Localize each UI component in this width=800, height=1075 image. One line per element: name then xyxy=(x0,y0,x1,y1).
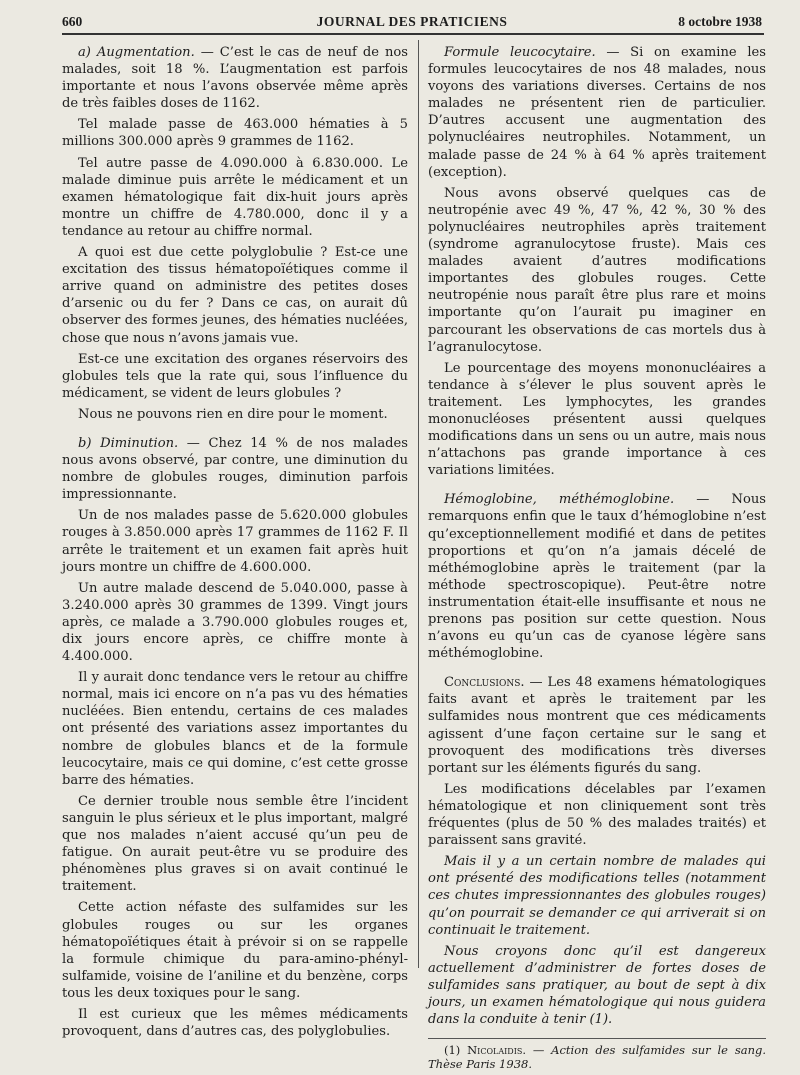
paragraph: Nous ne pouvons rien en dire pour le moment. xyxy=(78,406,388,422)
paragraph: Ce dernier trouble nous semble être l’incident sanguin le plus sérieux et le plus important, malgré que nos malades n’aient accusé qu’un peu de fatigue. On aurait peut-être vu se produire des phénomènes plus graves si on avait continué le traitement. xyxy=(62,793,408,895)
right-column xyxy=(428,44,766,1075)
paragraph xyxy=(62,44,408,112)
section-label: b) Diminution. xyxy=(78,435,179,451)
column-divider xyxy=(418,40,419,968)
paragraph: Nous avons observé quelques cas de neutropénie avec 49 %, 47 %, 42 %, 30 % des polynucléaires neutrophiles après traitement (syndrome agranulocytose fruste). Mais ces malades avaient d’autres modifications importantes des globules rouges. Cette neutropénie nous paraît être plus rare et moins importante qu’on l’aurait pu imaginer en parcourant les observations de cas mortels dus à l’agranulocytose. xyxy=(428,185,766,355)
paragraph-text: — Nous remarquons enfin que le taux d’hémoglobine n’est qu’exceptionnellement modifié et dans de petites proportions et qu’on n’a jamais décelé de méthémoglobine après le traitement (par la méthode spectroscopique). Peut-être notre instrumentation était-elle insuffisante et nous ne prenons pas position sur cette question. Nous n’avons eu qu’un cas de cyanose légère sans méthémoglobine. xyxy=(428,492,766,662)
page-number: 660 xyxy=(62,14,83,29)
paragraph: Est-ce une excitation des organes réservoirs des globules tels que la rate qui, sous l’influence du médicament, se vident de leurs globules ? xyxy=(62,351,408,401)
paragraph-text: — C’est le cas de neuf de nos malades, soit 18 %. L’augmentation est parfois importante et nous l’avons observée même après de très faibles doses de 1162. xyxy=(62,45,408,112)
journal-title: JOURNAL DES PRATICIENS xyxy=(316,14,508,29)
paragraph: Cette action néfaste des sulfamides sur les globules rouges ou sur les organes hématopoïétiques était à prévoir si on se rappelle la formule chimique du para-amino-phényl-sulfamide, voisine de l’aniline et du benzène, corps tous les deux toxiques pour le sang. xyxy=(62,900,408,1001)
paragraph: Tel autre passe de 4.090.000 à 6.830.000. Le malade diminue puis arrête le médicament et un examen hématologique fait dix-huit jours après montre un chiffre de 4.780.000, donc il y a tendance au retour au chiffre normal. xyxy=(62,155,408,239)
section-label: Conclusions. xyxy=(444,675,525,691)
paragraph: Il est curieux que les mêmes médicaments provoquent, dans d’autres cas, des polyglobulies. xyxy=(62,1006,408,1040)
footnote-rule xyxy=(428,1038,766,1039)
paragraph: Un autre malade descend de 5.040.000, passe à 3.240.000 après 30 grammes de 1399. Vingt jours après, ce malade a 3.790.000 globules rouges et, dix jours encore après, ce chiffre monte à 4.400.000. xyxy=(62,580,408,665)
paragraph: Un de nos malades passe de 5.620.000 globules rouges à 3.850.000 après 17 grammes de 1162 F. Il arrête le traitement et un examen fait après huit jours montre un chiffre de 4.600.000. xyxy=(62,508,408,575)
left-column xyxy=(62,44,408,1044)
paragraph: Mais il y a un certain nombre de malades qui ont présenté des modifications telles (notamment ces chutes impressionnantes des globules rouges) qu’on pourrait se demander ce qui arriverait si on continuait le traitement. xyxy=(428,854,766,938)
section-label: a) Augmentation. xyxy=(78,45,195,60)
paragraph xyxy=(428,491,766,662)
header-rule xyxy=(62,33,764,35)
footnote-text: — Action des sulfamides sur le sang. Thèse Paris 1938. xyxy=(428,1043,766,1072)
footnote xyxy=(428,1043,766,1071)
paragraph xyxy=(62,435,408,503)
paragraph: A quoi est due cette polyglobulie ? Est-ce une excitation des tissus hématopoïétiques comme il arrive quand on administre des petites doses d’arsenic ou du fer ? Dans ce cas, on aurait dû observer des formes jeunes, des hématies nucléées, chose que nous n’avons jamais vue. xyxy=(62,245,408,346)
paragraph xyxy=(428,44,766,181)
paragraph-text: — Les 48 examens hématologiques faits avant et après le traitement par les sulfamides nous montrent que ces médicaments agissent d’une façon certaine sur le sang et provoquent des modifications très diverses portant sur les éléments figurés du sang. xyxy=(428,675,766,776)
paragraph: Il y aurait donc tendance vers le retour au chiffre normal, mais ici encore on n’a pas vu des hématies nucléées. Bien entendu, certains de ces malades ont présenté des variations assez importantes du nombre de globules blancs et de la formule leucocytaire, mais ce qui domine, c’est cette grosse barre des hématies. xyxy=(62,670,408,788)
paragraph xyxy=(428,674,766,777)
paragraph-text: — Chez 14 % de nos malades nous avons observé, par contre, une diminution du nombre de globules rouges, diminution parfois impressionnante. xyxy=(62,435,408,503)
paragraph: Le pourcentage des moyens mononucléaires a tendance à s’élever le plus souvent après le traitement. Les lymphocytes, les grandes mononucléoses présentent aussi quelques modifications dans un sens ou un autre, mais nous n’attachons pas grande importance à ces variations limitées. xyxy=(428,360,766,479)
paragraph: Tel malade passe de 463.000 hématies à 5 millions 300.000 après 9 grammes de 1162. xyxy=(62,117,408,150)
footnote-author: (1) Nicolaidis. xyxy=(444,1043,526,1058)
paragraph: Les modifications décelables par l’examen hématologique et non cliniquement sont très fréquentes (plus de 50 % des malades traités) et paraissent sans gravité. xyxy=(428,781,766,849)
issue-date: 8 octobre 1938 xyxy=(678,14,762,29)
paragraph: Nous croyons donc qu’il est dangereux actuellement d’administrer de fortes doses de sulfamides sans pratiquer, au bout de sept à dix jours, un examen hématologique qui nous guidera dans la conduite à tenir (1). xyxy=(428,943,766,1028)
section-label: Hémoglobine, méthémoglobine. xyxy=(444,492,675,508)
section-label: Formule leucocytaire. xyxy=(444,45,596,60)
paragraph-text: — Si on examine les formules leucocytaires de nos 48 malades, nous voyons des variations diverses. Certains de nos malades ne présentent rien de particulier. D’autres accusent une augmentation des polynucléaires neutrophiles. Notamment, un malade passe de 24 % à 64 % après traitement (exception). xyxy=(428,45,767,180)
